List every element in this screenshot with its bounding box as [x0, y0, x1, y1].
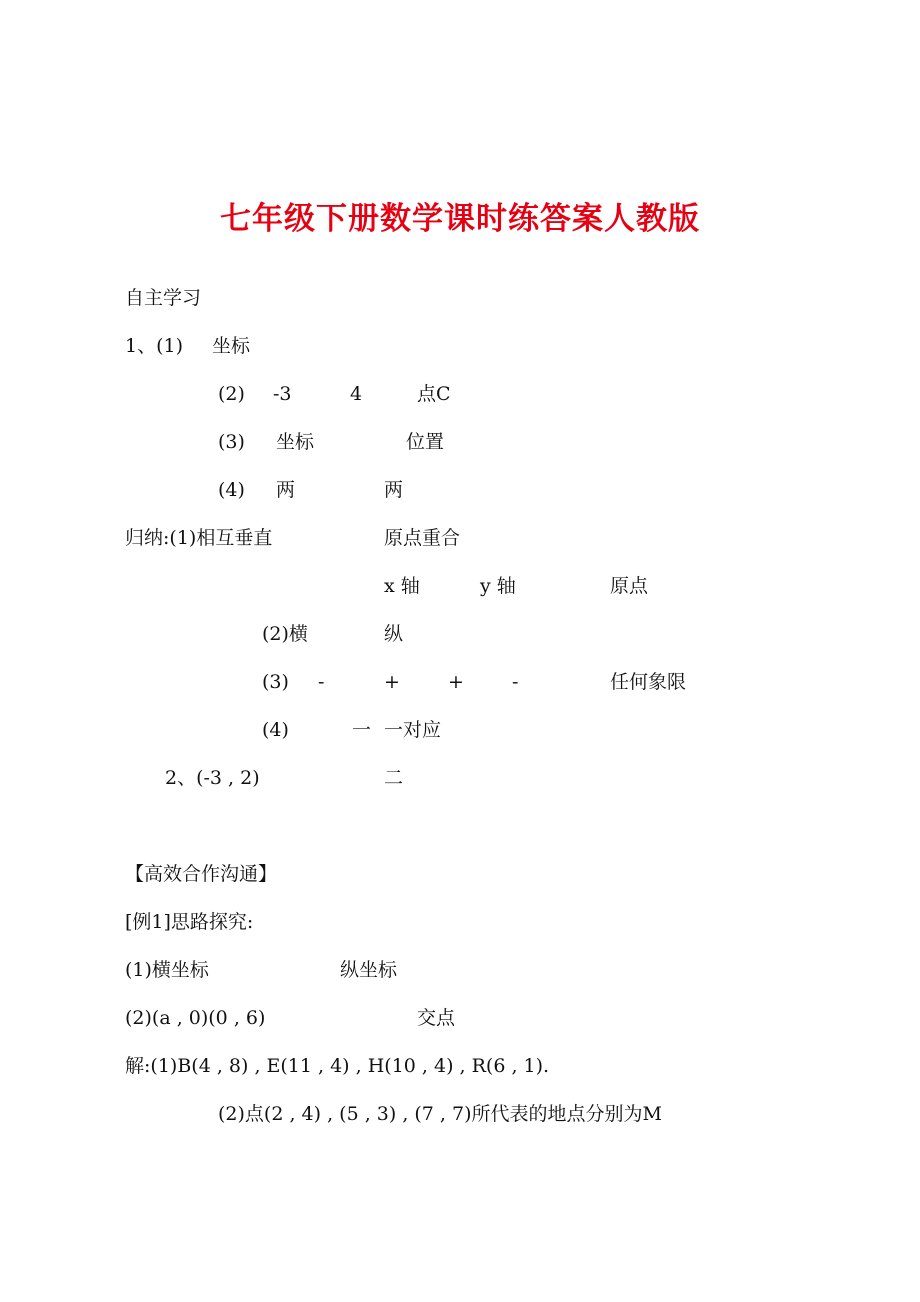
- summary-part-3-value-3: +: [448, 671, 464, 693]
- summary-part-1-value-1: 原点重合: [384, 527, 461, 549]
- summary-part-4-value-2: 一对应: [384, 719, 442, 741]
- q1-part-3-value-2: 位置: [406, 431, 445, 453]
- summary-part-3-value-2: +: [384, 671, 400, 693]
- summary-part-2-value: 纵: [384, 623, 404, 645]
- summary-part-4-value-1: 一: [352, 719, 372, 741]
- example-1-heading: [例1]思路探究:: [125, 911, 254, 933]
- summary-part-3-label: (3): [262, 671, 289, 693]
- q1-part-3-label: (3): [218, 431, 245, 453]
- q1-label: 1、(1): [125, 335, 184, 357]
- q1-part-3-value-1: 坐标: [276, 431, 315, 453]
- summary-part-3-value-1: -: [318, 671, 325, 693]
- example-1-part-2-value: 交点: [417, 1007, 456, 1029]
- solution-part-1: 解:(1)B(4 , 8) , E(11 , 4) , H(10 , 4) , R(6 , 1).: [125, 1055, 550, 1077]
- summary-part-2-label: (2)横: [262, 623, 308, 645]
- example-1-part-1-label: (1)横坐标: [125, 959, 209, 981]
- summary-part-1-value-2: x 轴: [384, 575, 420, 597]
- q1-part-4-value-1: 两: [276, 479, 296, 501]
- summary-part-1-value-4: 原点: [610, 575, 649, 597]
- q1-answer-1: 坐标: [212, 335, 251, 357]
- q2-label: 2、(-3 , 2): [165, 767, 260, 789]
- q1-part-2-value-1: -3: [273, 383, 292, 405]
- solution-part-2: (2)点(2 , 4) , (5 , 3) , (7 , 7)所代表的地点分别为M: [218, 1103, 662, 1125]
- document-title: 七年级下册数学课时练答案人教版: [220, 201, 700, 237]
- section-heading-cooperation: 【高效合作沟通】: [125, 863, 278, 885]
- summary-label: 归纳:(1)相互垂直: [125, 527, 273, 549]
- example-1-part-2-label: (2)(a , 0)(0 , 6): [125, 1007, 266, 1029]
- q1-part-2-label: (2): [218, 383, 245, 405]
- summary-part-4-label: (4): [262, 719, 289, 741]
- summary-part-3-value-5: 任何象限: [610, 671, 687, 693]
- q1-part-2-value-3: 点C: [417, 383, 451, 405]
- q1-part-2-value-2: 4: [350, 383, 363, 405]
- q2-answer: 二: [384, 767, 404, 789]
- section-heading-self-study: 自主学习: [125, 287, 202, 309]
- summary-part-1-value-3: y 轴: [480, 575, 516, 597]
- summary-part-3-value-4: -: [512, 671, 519, 693]
- q1-part-4-label: (4): [218, 479, 245, 501]
- q1-part-4-value-2: 两: [384, 479, 404, 501]
- example-1-part-1-value: 纵坐标: [340, 959, 398, 981]
